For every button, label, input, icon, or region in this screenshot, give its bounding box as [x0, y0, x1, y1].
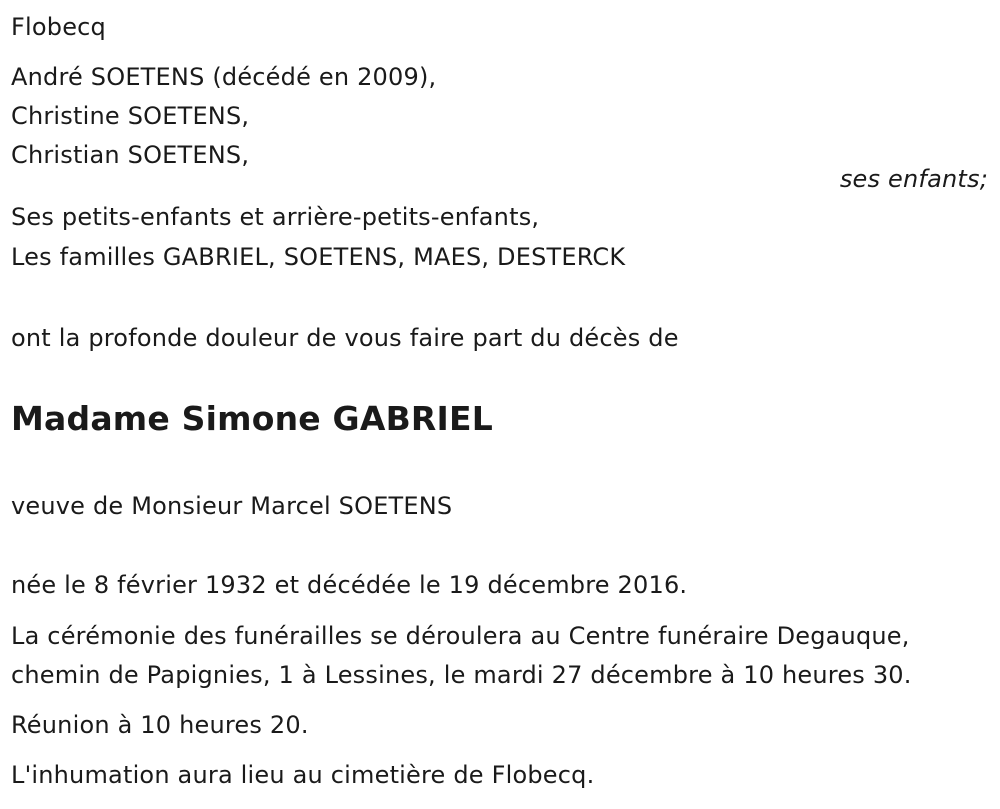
deceased-name: Madame Simone GABRIEL	[11, 399, 493, 438]
ceremony-line: La cérémonie des funérailles se déroulera au Centre funéraire Degauque,	[11, 622, 910, 650]
widow-of: veuve de Monsieur Marcel SOETENS	[11, 492, 453, 520]
family-child-line: Christian SOETENS,	[11, 141, 250, 169]
birth-death-dates: née le 8 février 1932 et décédée le 19 décembre 2016.	[11, 571, 688, 599]
announcement: ont la profonde douleur de vous faire part du décès de	[11, 324, 679, 352]
family-other-line: Les familles GABRIEL, SOETENS, MAES, DESTERCK	[11, 243, 626, 271]
family-child-line: Christine SOETENS,	[11, 102, 250, 130]
family-other-line: Ses petits-enfants et arrière-petits-enfants,	[11, 203, 540, 231]
family-child-line: André SOETENS (décédé en 2009),	[11, 63, 437, 91]
children-relation: ses enfants;	[839, 165, 988, 193]
location: Flobecq	[11, 13, 106, 41]
ceremony-line: chemin de Papignies, 1 à Lessines, le mardi 27 décembre à 10 heures 30.	[11, 661, 912, 689]
meeting-time: Réunion à 10 heures 20.	[11, 711, 309, 739]
burial-info: L'inhumation aura lieu au cimetière de Flobecq.	[11, 761, 595, 789]
